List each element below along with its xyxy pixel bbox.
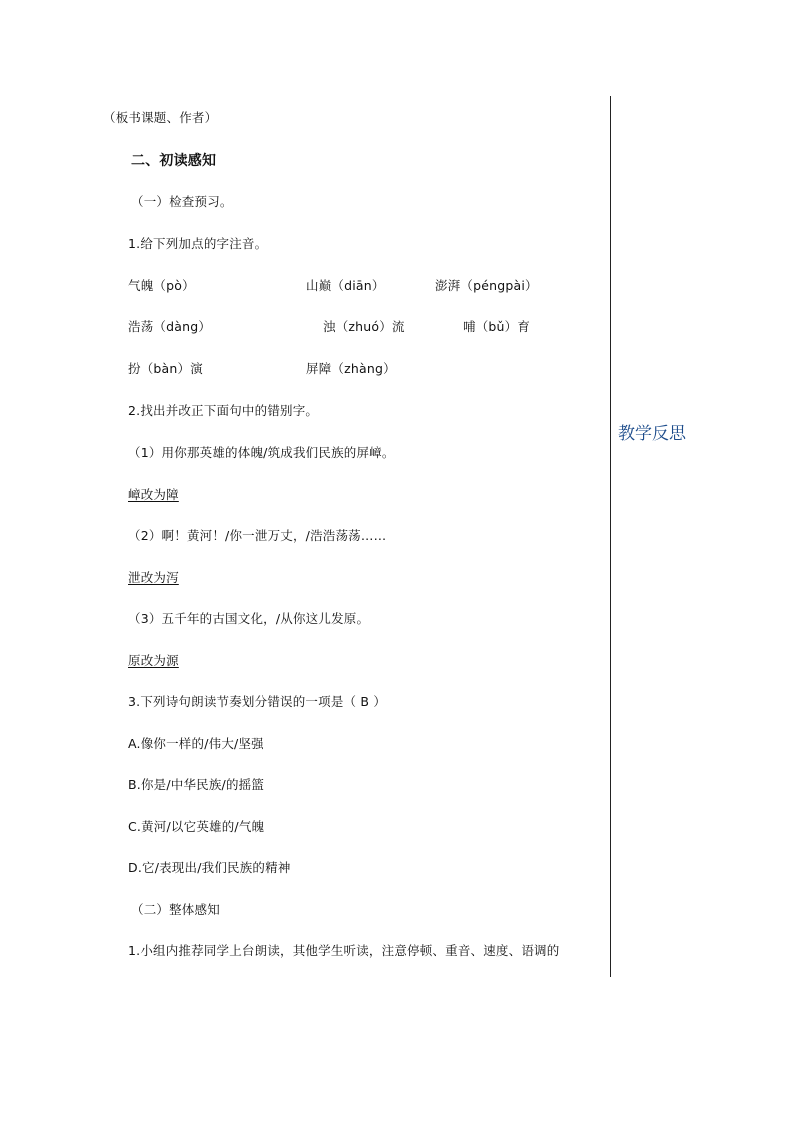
activity-line: 1.小组内推荐同学上台朗读，其他学生听读，注意停顿、重音、速度、语调的 (128, 943, 560, 958)
pinyin-item: 浩荡（dàng） (128, 319, 212, 334)
teaching-reflection-label: 教学反思 (618, 424, 686, 444)
header-note: （板书课题、作者） (103, 110, 218, 125)
q2-answer: 泄改为泻 (128, 570, 179, 585)
q3-option-c: C.黄河/以它英雄的/气魄 (128, 819, 265, 834)
pinyin-item: 哺（bǔ）育 (463, 319, 531, 334)
q3-option-d: D.它/表现出/我们民族的精神 (128, 860, 291, 875)
pinyin-item: 澎湃（péngpài） (435, 278, 538, 293)
question-3: 3.下列诗句朗读节奏划分错误的一项是（ B ） (128, 694, 387, 709)
q2-answer: 原改为源 (128, 653, 179, 668)
column-divider (610, 96, 611, 977)
q2-answer: 嶂改为障 (128, 487, 179, 502)
pinyin-item: 气魄（pò） (128, 278, 195, 293)
q2-sentence: （3）五千年的古国文化，/从你这儿发原。 (128, 611, 370, 626)
pinyin-item: 浊（zhuó）流 (323, 319, 405, 334)
pinyin-item: 扮（bàn）演 (128, 361, 203, 376)
q3-option-b: B.你是/中华民族/的摇篮 (128, 777, 265, 792)
pinyin-item: 屏障（zhàng） (306, 361, 396, 376)
question-2: 2.找出并改正下面句中的错别字。 (128, 403, 319, 418)
section-title: 二、初读感知 (131, 153, 217, 169)
subsection-check-preview: （一）检查预习。 (131, 194, 233, 209)
subsection-overall-perception: （二）整体感知 (131, 902, 220, 917)
pinyin-item: 山巅（diān） (306, 278, 385, 293)
q2-sentence: （2）啊！黄河！/你一泄万丈，/浩浩荡荡…… (128, 528, 387, 543)
q2-sentence: （1）用你那英雄的体魄/筑成我们民族的屏嶂。 (128, 445, 395, 460)
question-1: 1.给下列加点的字注音。 (128, 236, 268, 251)
q3-option-a: A.像你一样的/伟大/坚强 (128, 736, 264, 751)
